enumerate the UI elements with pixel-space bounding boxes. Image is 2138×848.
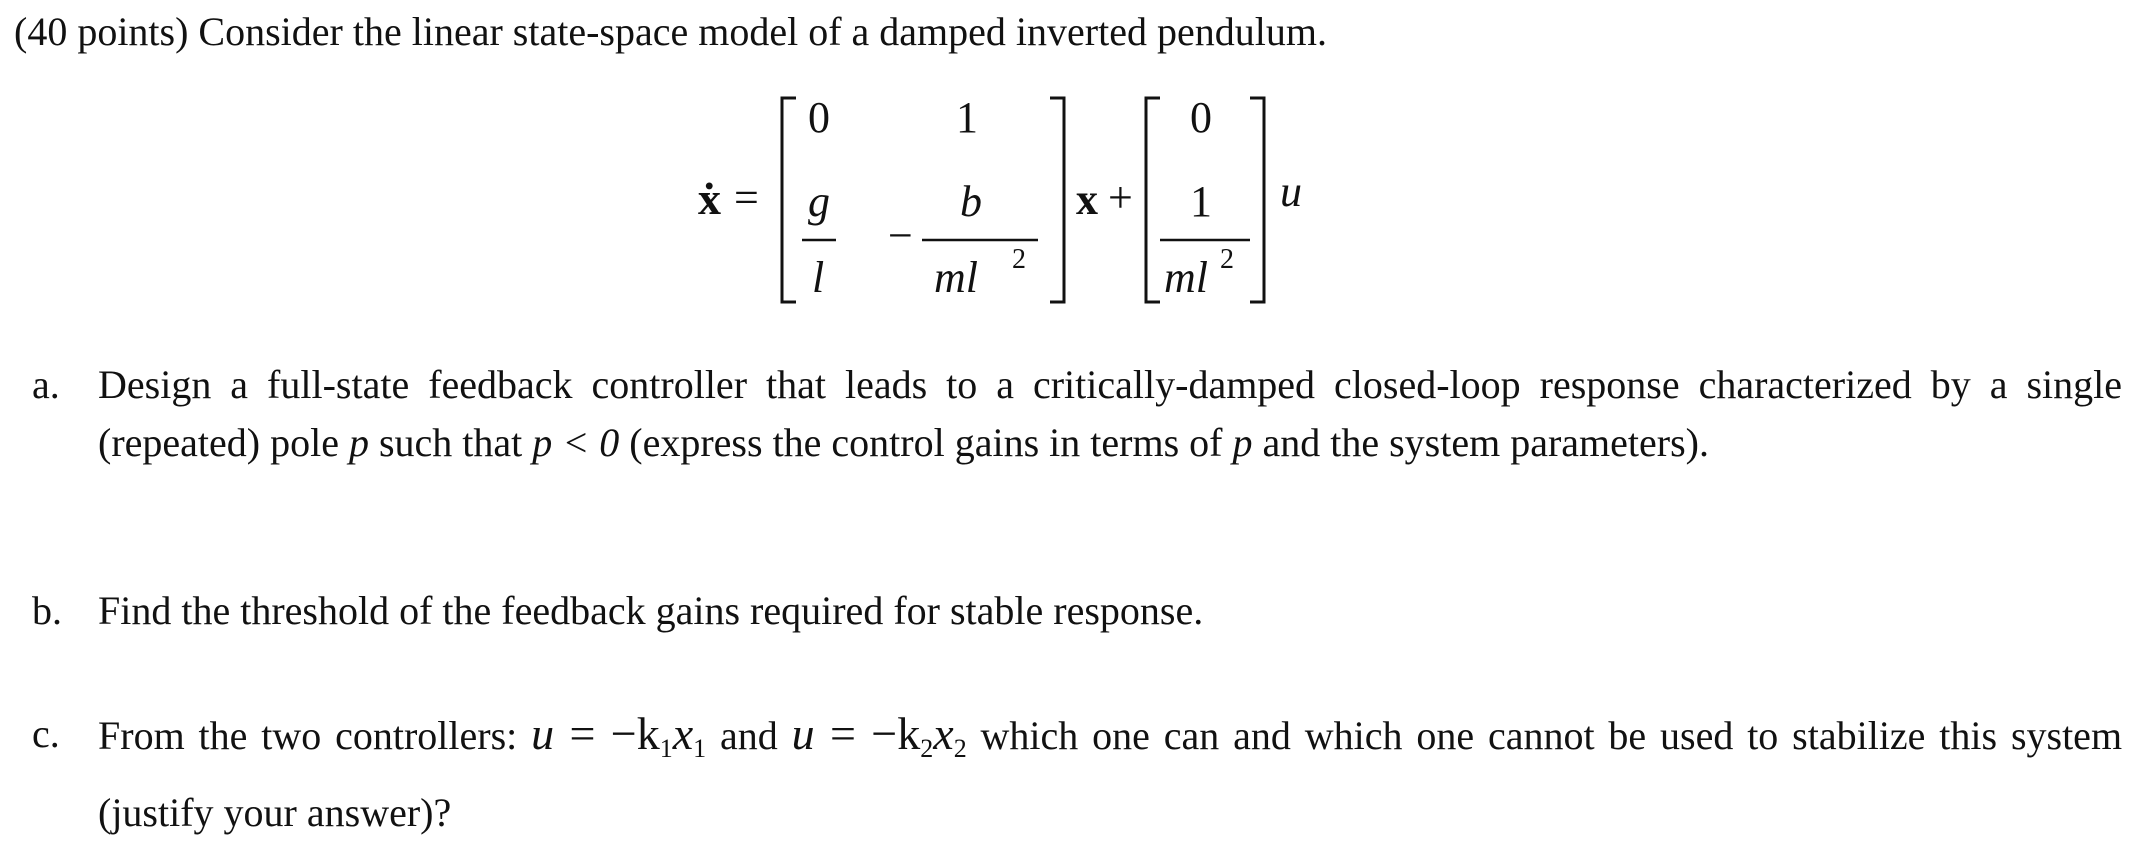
controller-2-rhs: = −k <box>830 708 921 759</box>
question-a-condition: p < 0 <box>532 420 620 465</box>
eq-equals: = <box>734 173 759 222</box>
matrix-a-r2c2-den-exp: 2 <box>1012 244 1026 275</box>
matrix-a-r2c2-den: ml <box>934 253 978 302</box>
question-b-letter: b. <box>32 588 62 633</box>
problem-statement: (40 points) Consider the linear state-space model of a damped inverted pendulum. <box>14 9 1327 54</box>
controller-1-lhs: u <box>531 708 555 759</box>
question-a-text <box>98 356 2122 472</box>
controller-1-k-sub: 1 <box>659 734 673 763</box>
matrix-a-r2c2-sign: − <box>888 211 913 260</box>
matrix-a-r2c1-num: g <box>808 177 830 226</box>
question-a-text-4: and the system parameters). <box>1262 420 1709 465</box>
controller-2 <box>791 708 967 763</box>
question-a-var-p: p <box>348 420 369 465</box>
matrix-b-r2-den: ml <box>1164 253 1208 302</box>
matrix-b-left-bracket <box>1146 98 1160 302</box>
matrix-a-r2c2-num: b <box>960 177 982 226</box>
controller-2-k-sub: 2 <box>920 734 934 763</box>
controller-1-x-sub: 1 <box>693 734 707 763</box>
controller-1-x: x <box>672 708 694 759</box>
question-a-text-3: (express the control gains in terms of <box>629 420 1223 465</box>
question-c-text-1: From the two controllers: <box>98 713 518 758</box>
question-c-text-2: which one can and which one cannot be used to stabilize this system (justify your answer)? <box>98 713 2123 835</box>
question-a-letter: a. <box>32 362 60 407</box>
matrix-b-r1: 0 <box>1190 93 1212 142</box>
controller-2-lhs: u <box>791 708 815 759</box>
question-b-text: Find the threshold of the feedback gains required for stable response. <box>98 588 1204 633</box>
equation-graphic <box>690 92 1350 320</box>
eq-plus: + <box>1108 173 1133 222</box>
matrix-a-r1c2: 1 <box>956 93 978 142</box>
controller-1-rhs: = −k <box>569 708 660 759</box>
eq-input-u: u <box>1280 167 1302 216</box>
matrix-b-r2-num: 1 <box>1190 177 1212 226</box>
matrix-b-right-bracket <box>1250 98 1264 302</box>
question-c <box>32 702 2122 845</box>
question-a-var-p-2: p <box>1232 420 1253 465</box>
controller-2-x: x <box>933 708 954 759</box>
eq-lhs: ẋ <box>698 173 721 224</box>
matrix-a-left-bracket <box>782 98 796 302</box>
question-a <box>32 356 2122 472</box>
matrix-a-r2c1-den: l <box>812 253 825 302</box>
eq-state-vector: x <box>1076 175 1098 224</box>
matrix-b-r2-den-exp: 2 <box>1220 244 1234 275</box>
question-a-text-2: such that <box>378 420 523 465</box>
question-a-text-1: Design a full-state feedback controller that leads to a critically-damped closed-loop response characterized by a single (repeated) pole <box>98 362 2122 465</box>
question-c-letter: c. <box>32 711 60 756</box>
question-b <box>32 586 2122 636</box>
controller-2-x-sub: 2 <box>953 734 967 763</box>
state-space-equation <box>690 92 1350 320</box>
question-c-and: and <box>720 713 778 758</box>
matrix-a-r1c1: 0 <box>808 93 830 142</box>
matrix-a-right-bracket <box>1050 98 1064 302</box>
controller-1 <box>531 708 707 763</box>
question-c-text <box>98 702 2122 845</box>
